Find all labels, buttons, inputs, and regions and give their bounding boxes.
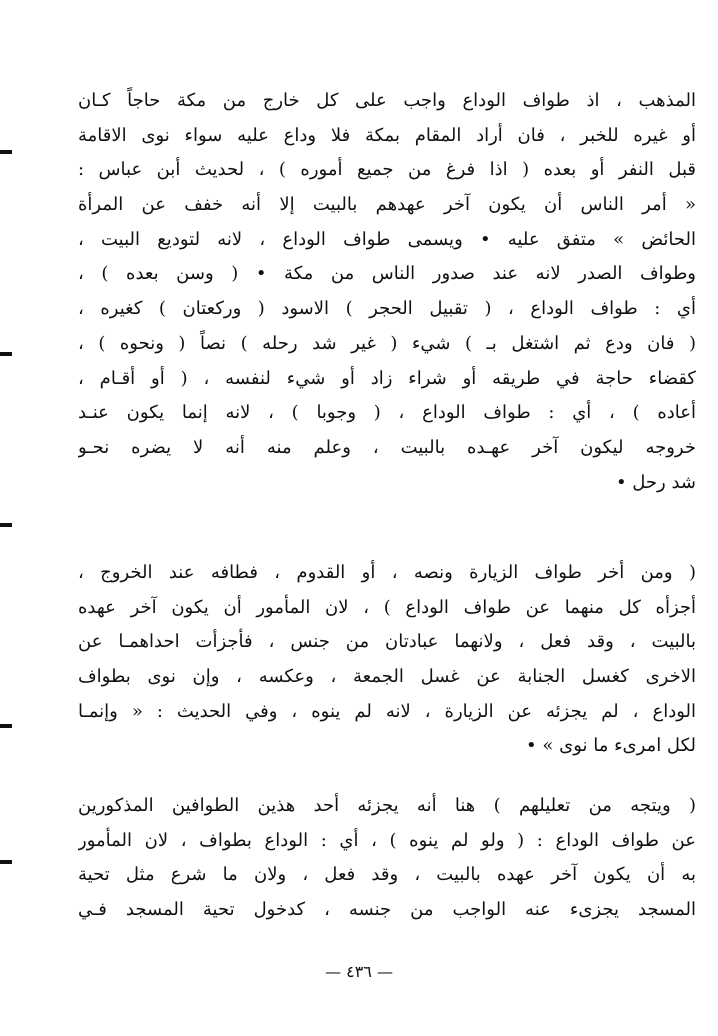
text-line: خروجه ليكون آخر عهـده بالبيت ، وعلم منه أنه لا يضره نحـو <box>78 436 696 458</box>
text-line: وطواف الصدر لانه عند صدور الناس من مكة • ( وسن بعده ) ، <box>78 263 696 285</box>
text-line: بالبيت ، وقد فعل ، ولانهما عبادتان من جنس ، فأجزأت احداهمـا عن <box>78 631 696 653</box>
paragraph-2 <box>78 556 696 764</box>
text-line: ( ومن أخر طواف الزيارة ونصه ، أو القدوم ، فطافه عند الخروج ، <box>78 562 696 583</box>
text-line: الاخرى كغسل الجنابة عن غسل الجمعة ، وعكسه ، وإن نوى بطواف <box>78 666 696 688</box>
margin-mark <box>0 352 12 356</box>
text-line: الحائض » متفق عليه • ويسمى طواف الوداع ، لانه لتوديع البيت ، <box>78 228 696 250</box>
paragraph-1 <box>78 84 696 500</box>
text-line: ( ويتجه من تعليلهم ) هنا أنه يجزئه أحد هذين الطوافين المذكورين <box>78 795 696 816</box>
text-line: المذهب ، اذ طواف الوداع واجب على كل خارج من مكة حاجاً كـان <box>78 90 696 111</box>
margin-mark <box>0 724 12 728</box>
text-line: لكل امرىء ما نوى » • <box>526 735 696 757</box>
margin-mark <box>0 150 12 154</box>
text-line: الوداع ، لم يجزئه عن الزيارة ، لانه لم ينوه ، وفي الحديث : « وإنمـا <box>78 700 696 722</box>
text-line: كقضاء حاجة في طريقه أو شراء زاد أو شيء لنفسه ، ( أو أقـام ، <box>78 367 696 389</box>
text-line: المسجد يجزىء عنه الواجب من جنسه ، كدخول تحية المسجد فـي <box>78 899 696 921</box>
text-line: أعاده ) ، أي : طواف الوداع ، ( وجوبا ) ، لانه إنما يكون عنـد <box>78 402 696 424</box>
text-line: ( فان ودع ثم اشتغل بـ ) شيء ( غير شد رحله ) نصاً ( ونحوه ) ، <box>78 332 696 354</box>
margin-mark <box>0 523 12 527</box>
text-line: أجزأه كل منهما عن طواف الوداع ) ، لان المأمور أن يكون آخر عهده <box>78 596 696 618</box>
text-line: « أمر الناس أن يكون آخر عهدهم بالبيت إلا أنه خفف عن المرأة <box>78 194 696 216</box>
text-line: أو غيره للخبر ، فان أراد المقام بمكة فلا وداع عليه سواء نوى الاقامة <box>78 124 696 146</box>
text-line: عن طواف الوداع : ( ولو لم ينوه ) ، أي : الوداع بطواف ، لان المأمور <box>78 829 696 851</box>
text-line: أي : طواف الوداع ، ( تقبيل الحجر ) الاسود ( وركعتان ) كغيره ، <box>78 298 696 320</box>
page-number: — ٤٣٦ — <box>325 962 393 981</box>
margin-mark <box>0 860 12 864</box>
text-line: شد رحل • <box>615 471 696 493</box>
text-line: به أن يكون آخر عهده بالبيت ، وقد فعل ، ولان ما شرع مثل تحية <box>78 864 696 886</box>
text-line: قبل النفر أو بعده ( اذا فرغ من جميع أموره ) ، لحديث أبن عباس : <box>78 159 696 181</box>
paragraph-3 <box>78 789 696 928</box>
